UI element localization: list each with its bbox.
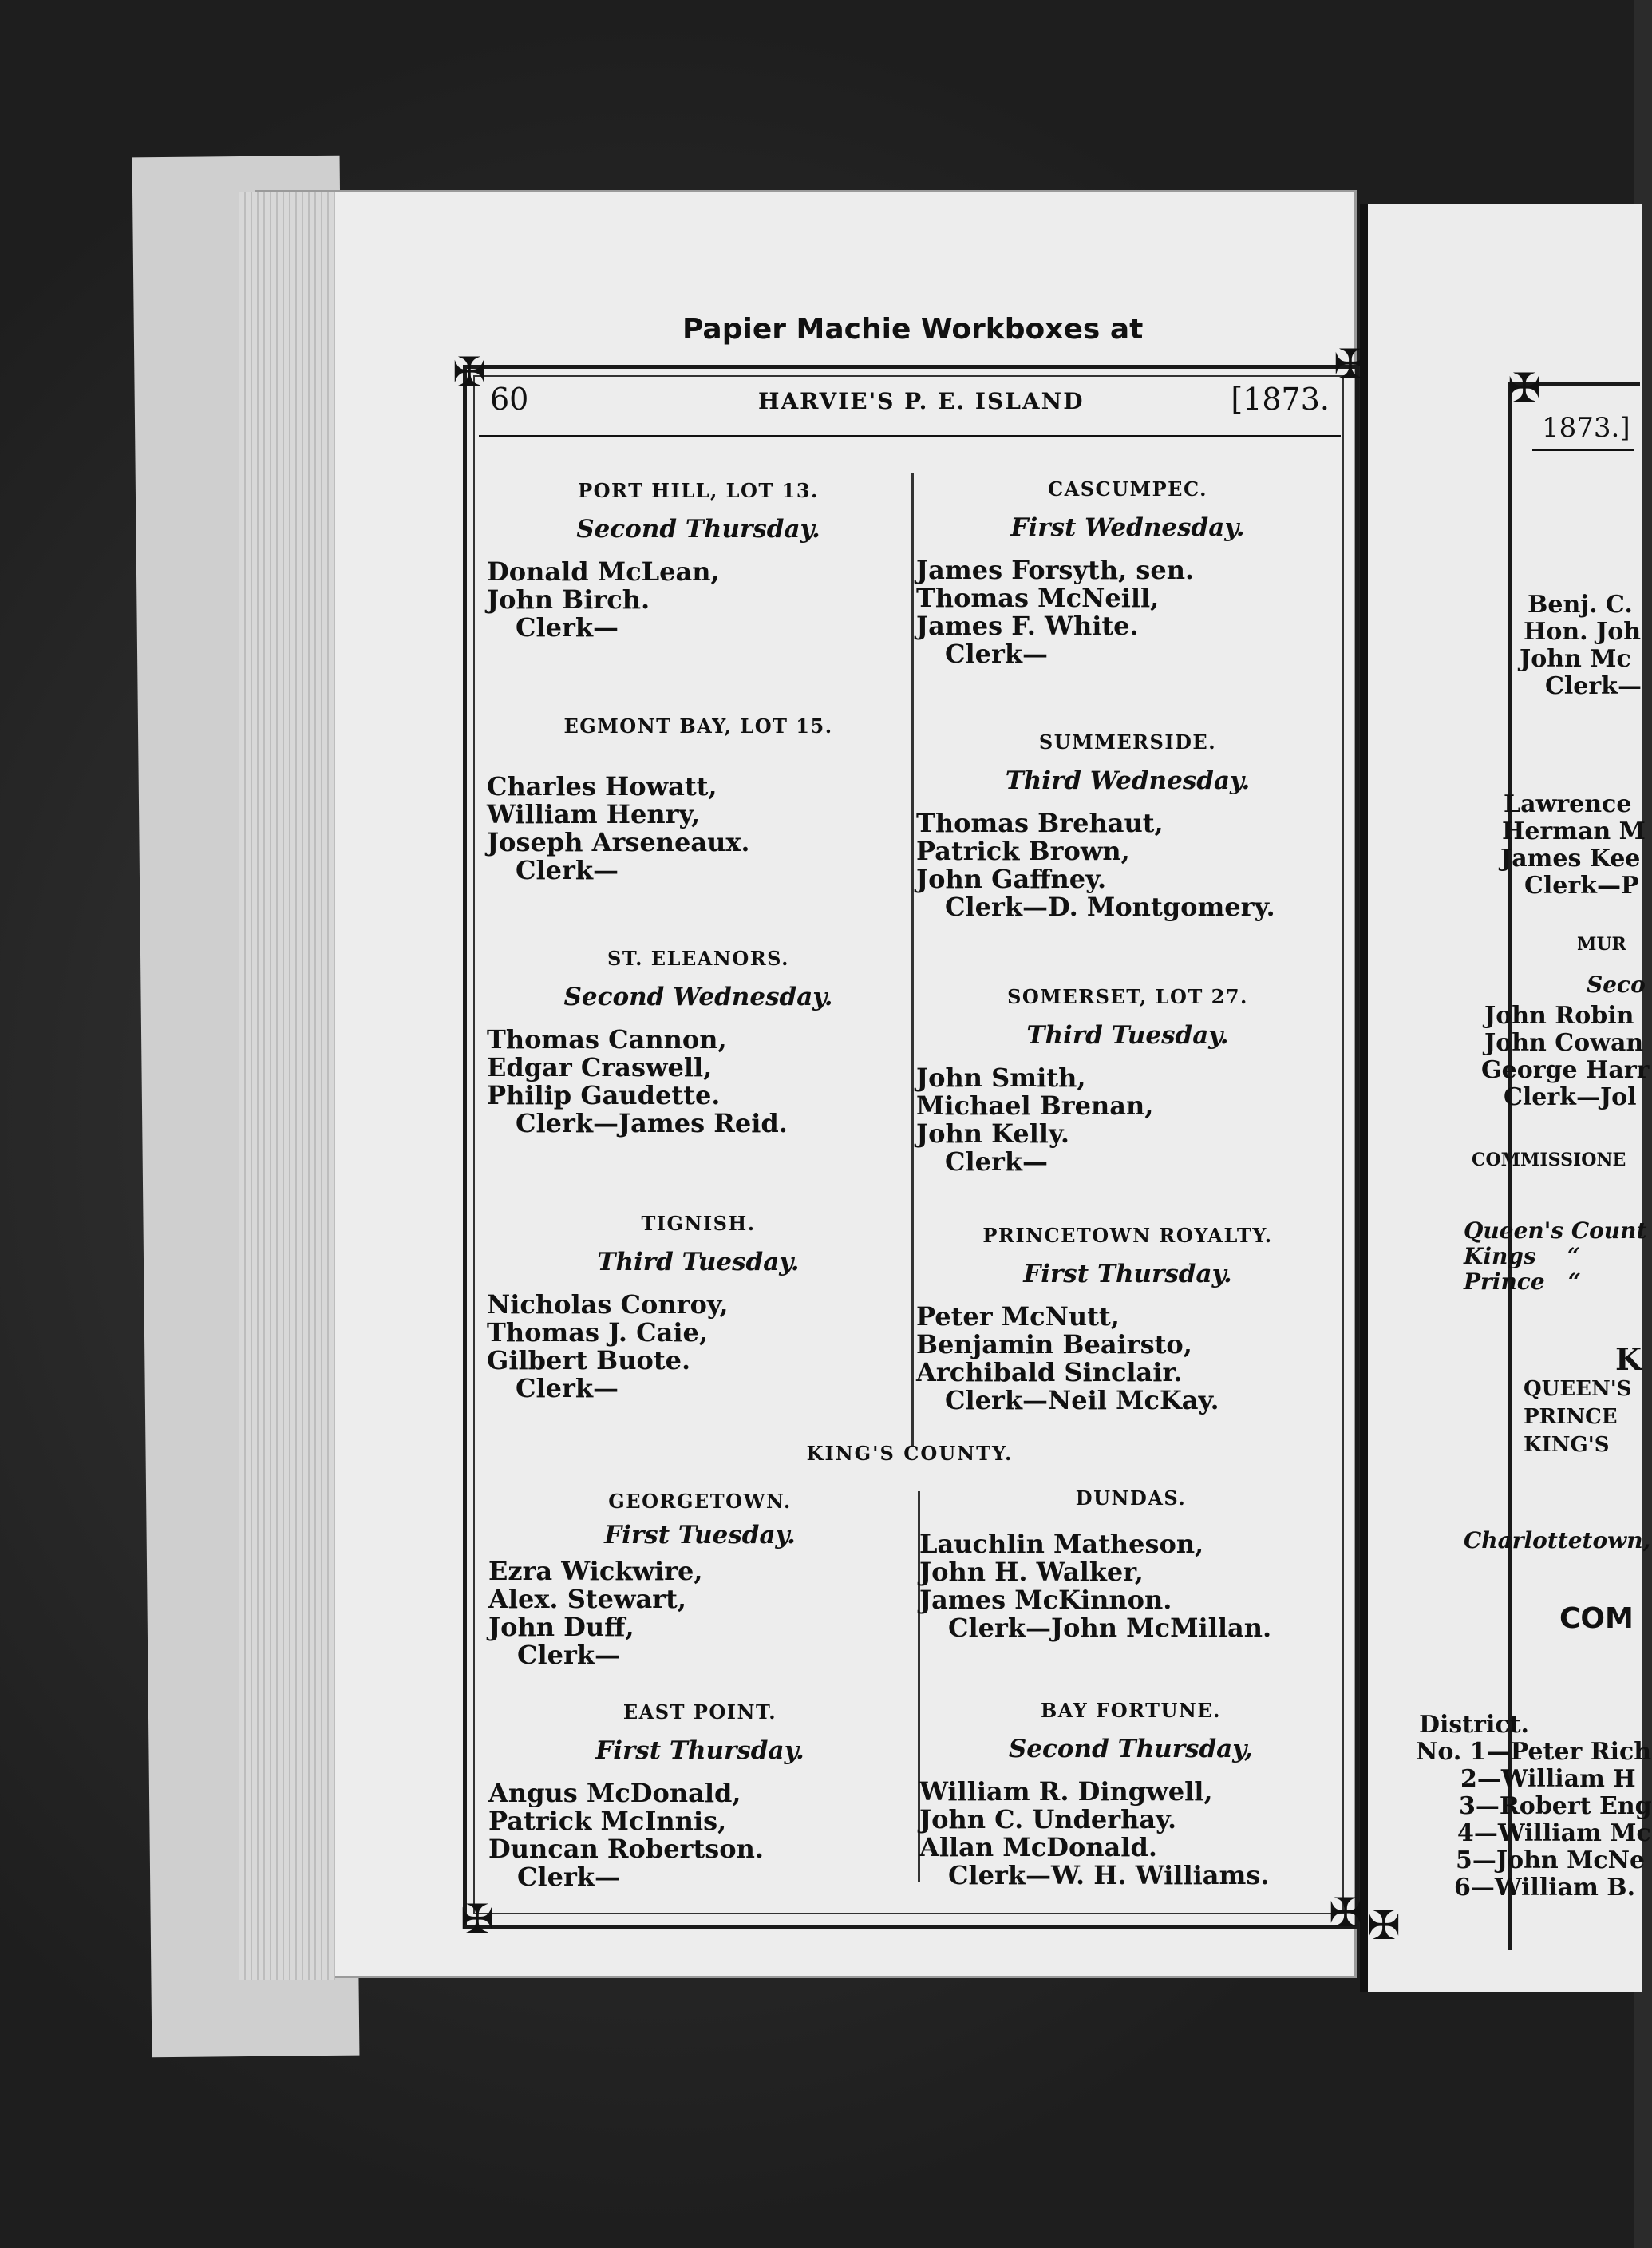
member-name: Allan McDonald. bbox=[919, 1832, 1157, 1862]
facing-line: Benj. C. bbox=[1528, 591, 1633, 619]
facing-line: COM bbox=[1559, 1602, 1634, 1635]
member-name: Edgar Craswell, bbox=[487, 1052, 713, 1082]
section-heading: GEORGETOWN. bbox=[608, 1490, 792, 1513]
section-somerset bbox=[916, 985, 1339, 1176]
facing-line: James Kee bbox=[1500, 845, 1641, 873]
facing-line: John Robin bbox=[1484, 1002, 1634, 1030]
member-name: John Birch. bbox=[487, 584, 650, 615]
section-heading: BAY FORTUNE. bbox=[1040, 1699, 1222, 1722]
member-name: Nicholas Conroy, bbox=[487, 1289, 729, 1320]
member-name: John C. Underhay. bbox=[919, 1804, 1177, 1834]
running-title: HARVIE'S P. E. ISLAND bbox=[758, 388, 1085, 414]
member-name: Thomas Cannon, bbox=[487, 1024, 727, 1055]
member-list bbox=[916, 809, 1339, 921]
member-list bbox=[487, 558, 910, 642]
advert-text: Papier Machie Workboxes at bbox=[682, 313, 1144, 346]
page-edges bbox=[239, 192, 335, 1980]
member-name: William Henry, bbox=[487, 799, 701, 829]
facing-line: 3—Robert Eng bbox=[1459, 1792, 1652, 1820]
clerk-line: Clerk— bbox=[516, 855, 619, 885]
member-name: John Smith, bbox=[916, 1063, 1086, 1093]
facing-line: Clerk— bbox=[1545, 672, 1642, 700]
clerk-line: Clerk— bbox=[945, 639, 1049, 669]
facing-line: Seco bbox=[1587, 972, 1646, 998]
header-rule bbox=[479, 435, 1341, 437]
member-name: James Forsyth, sen. bbox=[916, 555, 1195, 585]
facing-line: No. 1—Peter Rich bbox=[1416, 1738, 1652, 1766]
member-name: Benjamin Beairsto, bbox=[916, 1329, 1192, 1359]
section-st-eleanors bbox=[487, 947, 910, 1138]
member-list bbox=[916, 556, 1339, 668]
member-list bbox=[487, 1291, 910, 1403]
meeting-day: First Thursday. bbox=[595, 1736, 804, 1765]
member-name: Angus McDonald, bbox=[488, 1778, 741, 1808]
member-list bbox=[916, 1064, 1339, 1176]
corner-cross-icon: ✠ bbox=[1334, 341, 1367, 387]
member-name: Donald McLean, bbox=[487, 556, 720, 587]
member-name: John Duff, bbox=[488, 1612, 634, 1642]
member-list bbox=[919, 1530, 1342, 1642]
meeting-day: Third Tuesday. bbox=[597, 1248, 800, 1276]
page-number: 60 bbox=[490, 382, 529, 417]
facing-line: Kings “ bbox=[1464, 1243, 1580, 1269]
corner-cross-icon: ✠ bbox=[460, 1896, 494, 1942]
member-name: Alex. Stewart, bbox=[488, 1584, 687, 1614]
corner-cross-icon: ✠ bbox=[1329, 1890, 1362, 1936]
section-heading: TIGNISH. bbox=[641, 1212, 756, 1235]
member-name: Patrick Brown, bbox=[916, 836, 1130, 866]
facing-line: District. bbox=[1419, 1711, 1529, 1739]
facing-line: 6—William B. bbox=[1454, 1874, 1636, 1902]
facing-line: 5—John McNe bbox=[1456, 1846, 1646, 1874]
corner-cross-icon: ✠ bbox=[453, 349, 486, 395]
facing-line: Queen's Count bbox=[1464, 1217, 1647, 1244]
member-name: Thomas J. Caie, bbox=[487, 1317, 708, 1348]
member-name: William R. Dingwell, bbox=[919, 1776, 1213, 1807]
section-heading: CASCUMPEC. bbox=[1047, 477, 1208, 501]
clerk-line: Clerk— bbox=[516, 612, 619, 643]
facing-line: K bbox=[1615, 1341, 1642, 1377]
facing-line: QUEEN'S bbox=[1524, 1377, 1632, 1401]
meeting-day: Third Wednesday. bbox=[1005, 766, 1251, 795]
facing-line: Herman M bbox=[1502, 817, 1646, 845]
facing-line: 2—William H bbox=[1460, 1765, 1636, 1793]
facing-page-text bbox=[1360, 204, 1652, 2040]
member-name: Philip Gaudette. bbox=[487, 1080, 721, 1110]
clerk-line: Clerk—W. H. Williams. bbox=[948, 1860, 1270, 1890]
member-name: Thomas McNeill, bbox=[916, 583, 1160, 613]
meeting-day: Second Thursday, bbox=[1008, 1735, 1254, 1763]
corner-cross-icon: ✠ bbox=[1367, 1902, 1401, 1949]
facing-year: 1873.] bbox=[1542, 412, 1630, 444]
section-heading: PRINCETOWN ROYALTY. bbox=[982, 1224, 1273, 1247]
member-name: John Kelly. bbox=[916, 1118, 1069, 1149]
facing-line: MUR bbox=[1577, 934, 1626, 955]
clerk-line: Clerk—John McMillan. bbox=[948, 1613, 1272, 1643]
meeting-day: Second Thursday. bbox=[576, 515, 820, 544]
facing-line: Prince “ bbox=[1464, 1268, 1582, 1295]
section-port-hill bbox=[487, 479, 910, 642]
clerk-line: Clerk— bbox=[516, 1373, 619, 1403]
section-bay-fortune bbox=[919, 1699, 1342, 1890]
section-georgetown bbox=[488, 1490, 911, 1669]
corner-cross-icon: ✠ bbox=[1508, 365, 1541, 411]
member-name: Lauchlin Matheson, bbox=[919, 1529, 1204, 1559]
facing-line: Clerk—Jol bbox=[1504, 1083, 1637, 1111]
section-heading: SUMMERSIDE. bbox=[1038, 730, 1217, 754]
member-name: Duncan Robertson. bbox=[488, 1834, 764, 1864]
member-list bbox=[919, 1778, 1342, 1890]
column-divider bbox=[911, 473, 914, 1447]
member-list bbox=[487, 773, 910, 885]
county-heading: KING'S COUNTY. bbox=[806, 1442, 1014, 1465]
clerk-line: Clerk—James Reid. bbox=[516, 1108, 788, 1138]
section-cascumpec bbox=[916, 477, 1339, 668]
member-name: Archibald Sinclair. bbox=[916, 1357, 1183, 1387]
clerk-line: Clerk— bbox=[517, 1640, 621, 1670]
facing-line: 4—William Mc bbox=[1457, 1819, 1651, 1847]
clerk-line: Clerk— bbox=[945, 1146, 1049, 1177]
running-year: [1873. bbox=[1231, 382, 1330, 417]
facing-line: Hon. Joh bbox=[1524, 618, 1642, 646]
section-dundas bbox=[919, 1486, 1342, 1642]
meeting-day: Third Tuesday. bbox=[1026, 1021, 1229, 1050]
facing-line: Lawrence bbox=[1504, 790, 1632, 818]
section-tignish bbox=[487, 1212, 910, 1403]
section-heading: ST. ELEANORS. bbox=[607, 947, 789, 970]
section-heading: SOMERSET, LOT 27. bbox=[1007, 985, 1248, 1008]
member-name: John H. Walker, bbox=[919, 1557, 1144, 1587]
section-princetown bbox=[916, 1224, 1339, 1415]
facing-line: John Mc bbox=[1520, 645, 1631, 673]
section-heading: EGMONT BAY, LOT 15. bbox=[563, 714, 833, 738]
member-name: Patrick McInnis, bbox=[488, 1806, 727, 1836]
section-east-point bbox=[488, 1700, 911, 1891]
member-list bbox=[487, 1026, 910, 1138]
clerk-line: Clerk—D. Montgomery. bbox=[945, 892, 1275, 922]
clerk-line: Clerk—Neil McKay. bbox=[945, 1385, 1219, 1415]
facing-line: PRINCE bbox=[1524, 1405, 1618, 1429]
facing-line: George Harr bbox=[1481, 1056, 1650, 1084]
member-list bbox=[916, 1303, 1339, 1415]
member-name: Joseph Arseneaux. bbox=[487, 827, 750, 857]
running-header bbox=[479, 382, 1341, 428]
member-list bbox=[488, 1557, 911, 1669]
facing-line: COMMISSIONE bbox=[1472, 1150, 1626, 1170]
member-name: John Gaffney. bbox=[916, 864, 1107, 894]
member-name: James McKinnon. bbox=[919, 1585, 1172, 1615]
section-heading: DUNDAS. bbox=[1075, 1486, 1187, 1510]
facing-line: Charlottetown, bbox=[1464, 1527, 1651, 1553]
meeting-day: Second Wednesday. bbox=[563, 983, 833, 1011]
section-heading: PORT HILL, LOT 13. bbox=[578, 479, 819, 502]
member-name: Gilbert Buote. bbox=[487, 1345, 691, 1375]
facing-line: John Cowan bbox=[1484, 1029, 1644, 1057]
meeting-day: First Thursday. bbox=[1023, 1260, 1232, 1288]
section-heading: EAST POINT. bbox=[622, 1700, 777, 1724]
clerk-line: Clerk— bbox=[517, 1862, 621, 1892]
facing-line: KING'S bbox=[1524, 1433, 1610, 1457]
facing-line: Clerk—P bbox=[1524, 872, 1639, 900]
member-name: Peter McNutt, bbox=[916, 1301, 1120, 1332]
section-summerside bbox=[916, 730, 1339, 921]
meeting-day: First Tuesday. bbox=[604, 1521, 796, 1549]
section-egmont-bay bbox=[487, 714, 910, 885]
member-name: Thomas Brehaut, bbox=[916, 808, 1164, 838]
meeting-day: First Wednesday. bbox=[1010, 513, 1245, 542]
member-name: Ezra Wickwire, bbox=[488, 1556, 703, 1586]
member-list bbox=[488, 1779, 911, 1891]
member-name: Michael Brenan, bbox=[916, 1090, 1154, 1121]
member-name: James F. White. bbox=[916, 611, 1139, 641]
member-name: Charles Howatt, bbox=[487, 771, 717, 801]
